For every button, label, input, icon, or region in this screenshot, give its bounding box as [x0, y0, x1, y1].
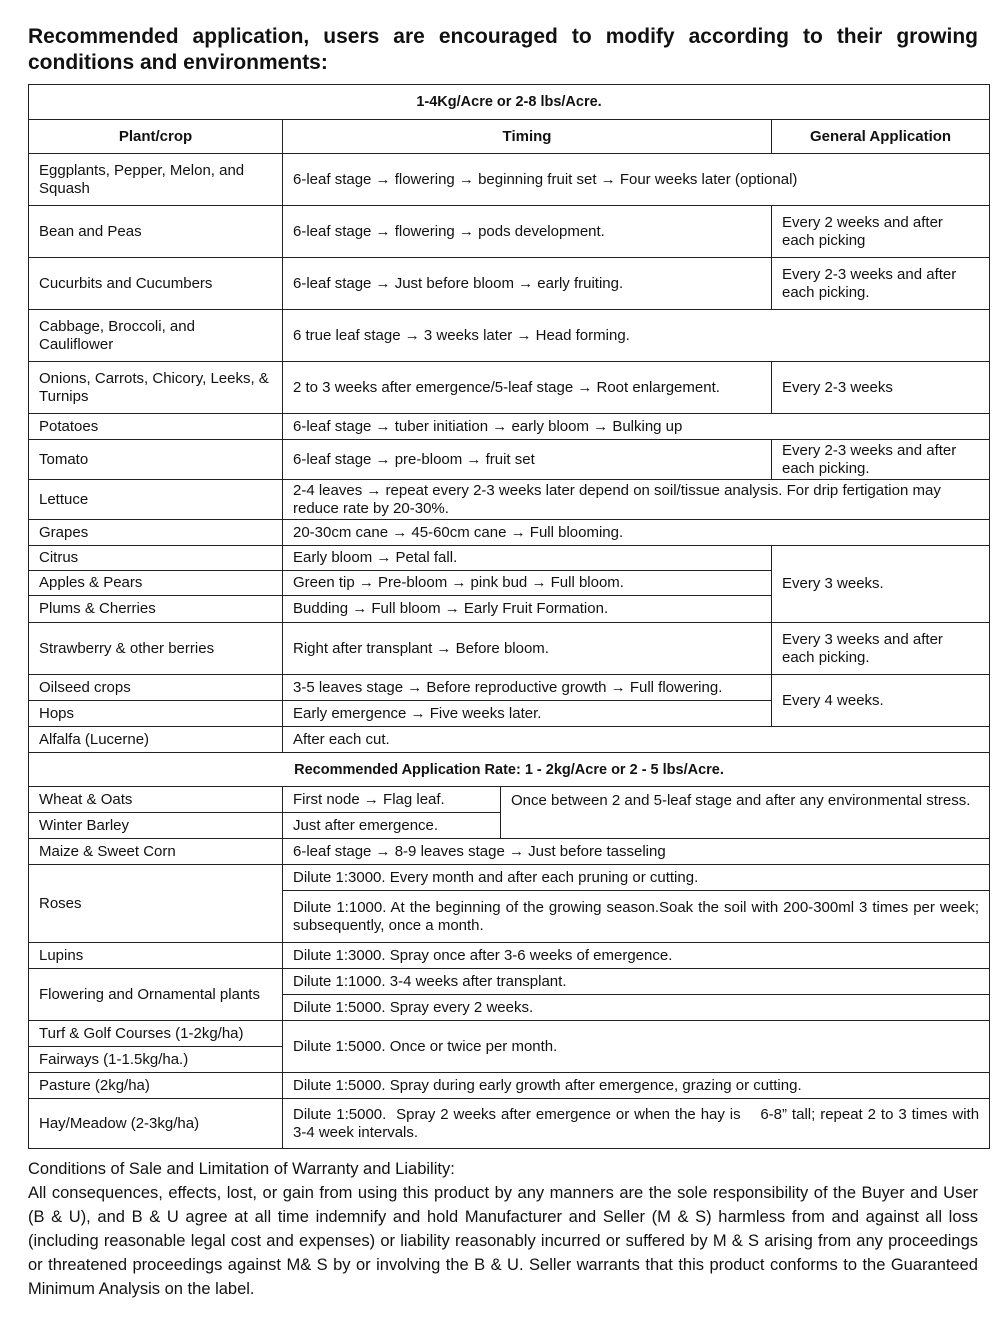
timing-cell: 6-leaf stage → flowering → beginning fruit set → Four weeks later (optional)	[283, 154, 990, 206]
crop-cell: Plums & Cherries	[29, 596, 283, 623]
timing-cell: 6 true leaf stage → 3 weeks later → Head forming.	[283, 310, 990, 362]
timing-cell: Dilute 1:1000. At the beginning of the growing season.Soak the soil with 200-300ml 3 times per week; subsequently, once a month.	[283, 891, 990, 943]
table-row	[29, 414, 990, 440]
timing-cell: 2 to 3 weeks after emergence/5-leaf stage → Root enlargement.	[283, 362, 772, 414]
table-row	[29, 154, 990, 206]
timing-cell: Budding → Full bloom → Early Fruit Formation.	[283, 596, 772, 623]
crop-cell: Tomato	[29, 440, 283, 480]
timing-cell: Dilute 1:5000. Spray 2 weeks after emergence or when the hay is 6-8” tall; repeat 2 to 3 times with 3-4 week intervals.	[283, 1099, 990, 1149]
timing-cell: Green tip → Pre-bloom → pink bud → Full bloom.	[283, 571, 772, 596]
crop-cell: Flowering and Ornamental plants	[29, 969, 283, 1021]
crop-cell: Strawberry & other berries	[29, 623, 283, 675]
table-row	[29, 480, 990, 520]
crop-cell: Fairways (1-1.5kg/ha.)	[29, 1047, 283, 1073]
crop-cell: Winter Barley	[29, 813, 283, 839]
crop-cell: Cabbage, Broccoli, and Cauliflower	[29, 310, 283, 362]
crop-cell: Citrus	[29, 546, 283, 571]
timing-cell: 6-leaf stage → 8-9 leaves stage → Just before tasseling	[283, 839, 990, 865]
page-title: Recommended application, users are encouraged to modify according to their growing conditions and environments:	[28, 25, 978, 74]
warranty-body: All consequences, effects, lost, or gain from using this product by any manners are the sole responsibility of the Buyer and User (B & U), and B & U agree at all time indemnify and hold Manufacturer and Seller (M & S) harmless from and against all loss (including reasonable legal cost and expenses) or liability reasonably incurred or suffered by M & S arising from any proceedings or threatened proceedings against M& S by or involving the B & U. Seller warrants that this product conforms to the Guaranteed Minimum Analysis on the label.	[28, 1184, 978, 1298]
table-row	[29, 727, 990, 753]
warranty-section	[28, 1157, 978, 1301]
application-cell: Every 2-3 weeks and after each picking.	[772, 440, 990, 480]
table-row	[29, 969, 990, 995]
column-header-application: General Application	[772, 120, 990, 154]
table-row	[29, 310, 990, 362]
timing-cell: Dilute 1:5000. Once or twice per month.	[283, 1021, 990, 1073]
application-table	[28, 84, 990, 1149]
crop-cell: Turf & Golf Courses (1-2kg/ha)	[29, 1021, 283, 1047]
crop-cell: Apples & Pears	[29, 571, 283, 596]
column-header-crop: Plant/crop	[29, 120, 283, 154]
timing-cell: Early bloom → Petal fall.	[283, 546, 772, 571]
timing-cell: Dilute 1:1000. 3-4 weeks after transplant.	[283, 969, 990, 995]
timing-cell: Right after transplant → Before bloom.	[283, 623, 772, 675]
crop-cell: Grapes	[29, 520, 283, 546]
section-header-rate-2: Recommended Application Rate: 1 - 2kg/Acre or 2 - 5 lbs/Acre.	[29, 753, 990, 787]
crop-cell: Lettuce	[29, 480, 283, 520]
crop-cell: Lupins	[29, 943, 283, 969]
timing-cell: Dilute 1:5000. Spray during early growth after emergence, grazing or cutting.	[283, 1073, 990, 1099]
table-row	[29, 520, 990, 546]
application-cell: Every 3 weeks.	[772, 546, 990, 623]
crop-cell: Wheat & Oats	[29, 787, 283, 813]
crop-cell: Maize & Sweet Corn	[29, 839, 283, 865]
application-cell: Every 2-3 weeks and after each picking.	[772, 258, 990, 310]
application-cell: Every 2-3 weeks	[772, 362, 990, 414]
table-row	[29, 1021, 990, 1047]
timing-cell: 6-leaf stage → Just before bloom → early fruiting.	[283, 258, 772, 310]
table-row	[29, 206, 990, 258]
table-row	[29, 787, 990, 813]
table-row	[29, 546, 990, 571]
table-row	[29, 623, 990, 675]
table-row	[29, 865, 990, 891]
crop-cell: Cucurbits and Cucumbers	[29, 258, 283, 310]
table-row	[29, 1073, 990, 1099]
timing-cell: 20-30cm cane → 45-60cm cane → Full blooming.	[283, 520, 990, 546]
crop-cell: Roses	[29, 865, 283, 943]
table-row	[29, 839, 990, 865]
crop-cell: Oilseed crops	[29, 675, 283, 701]
table-row	[29, 1099, 990, 1149]
crop-cell: Hops	[29, 701, 283, 727]
table-row	[29, 362, 990, 414]
timing-cell: 6-leaf stage → pre-bloom → fruit set	[283, 440, 772, 480]
timing-cell: 6-leaf stage → flowering → pods development.	[283, 206, 772, 258]
crop-cell: Onions, Carrots, Chicory, Leeks, & Turnips	[29, 362, 283, 414]
timing-cell: 3-5 leaves stage → Before reproductive growth → Full flowering.	[283, 675, 772, 701]
timing-cell: Early emergence → Five weeks later.	[283, 701, 772, 727]
timing-cell: Dilute 1:3000. Every month and after each pruning or cutting.	[283, 865, 990, 891]
crop-cell: Hay/Meadow (2-3kg/ha)	[29, 1099, 283, 1149]
table-row	[29, 675, 990, 701]
crop-cell: Potatoes	[29, 414, 283, 440]
crop-cell: Eggplants, Pepper, Melon, and Squash	[29, 154, 283, 206]
table-row	[29, 258, 990, 310]
table-row	[29, 440, 990, 480]
timing-cell: Dilute 1:3000. Spray once after 3-6 weeks of emergence.	[283, 943, 990, 969]
timing-cell: Just after emergence.	[283, 813, 501, 839]
application-cell: Every 3 weeks and after each picking.	[772, 623, 990, 675]
column-header-timing: Timing	[283, 120, 772, 154]
timing-cell: 6-leaf stage → tuber initiation → early bloom → Bulking up	[283, 414, 990, 440]
section-header-rate: 1-4Kg/Acre or 2-8 lbs/Acre.	[29, 85, 990, 120]
application-cell: Every 4 weeks.	[772, 675, 990, 727]
crop-cell: Bean and Peas	[29, 206, 283, 258]
timing-cell: After each cut.	[283, 727, 990, 753]
crop-cell: Pasture (2kg/ha)	[29, 1073, 283, 1099]
crop-cell: Alfalfa (Lucerne)	[29, 727, 283, 753]
timing-cell: 2-4 leaves → repeat every 2-3 weeks later depend on soil/tissue analysis. For drip fertigation may reduce rate by 20-30%.	[283, 480, 990, 520]
application-cell: Every 2 weeks and after each picking	[772, 206, 990, 258]
table-row	[29, 943, 990, 969]
application-cell: Once between 2 and 5-leaf stage and after any environmental stress.	[501, 787, 990, 839]
warranty-heading: Conditions of Sale and Limitation of Warranty and Liability:	[28, 1160, 455, 1178]
timing-cell: Dilute 1:5000. Spray every 2 weeks.	[283, 995, 990, 1021]
timing-cell: First node → Flag leaf.	[283, 787, 501, 813]
